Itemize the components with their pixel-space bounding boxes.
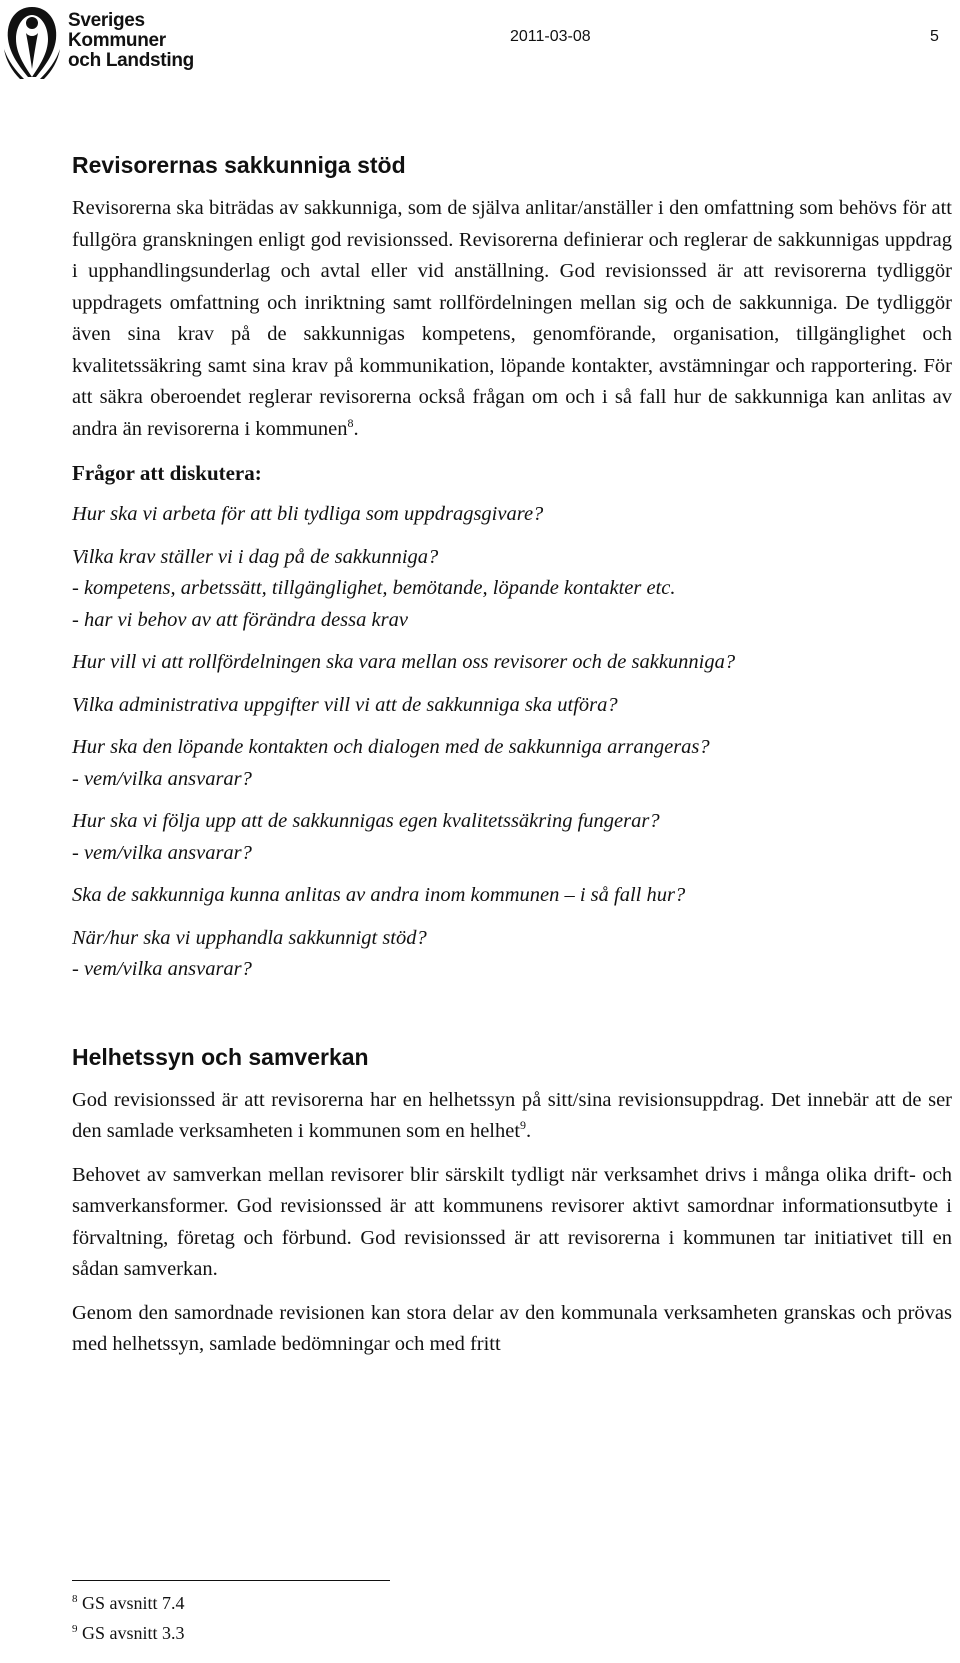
question-group-3 [72,647,952,679]
paragraph-text: Revisorerna ska biträdas av sakkunniga, som de själva anlitar/anställer i den omfattning som behövs för att fullgöra granskningen enligt god revisionssed. Revisorerna definierar och reglerar de sakkunnigas uppdrag i upphandlingsunderlag och avtal eller vid anställning. God revisionssed är att revisorerna tydliggör uppdragets omfattning och inriktning samt rollfördelningen mellan sig och de sakkunniga. De tydliggör även sina krav på de sakkunnigas kompetens, genomförande, organisation, tillgänglighet och kvalitetssäkring samt sina krav på kommunikation, löpande kontakter, avstämningar och rapportering. För att säkra oberoendet reglerar revisorerna också frågan om och i så fall hur de sakkunniga kan anlitas av andra än revisorerna i kommunen [72,197,952,440]
question-1: Hur ska vi arbeta för att bli tydliga som uppdragsgivare? [72,503,544,525]
paragraph-end: . [526,1120,532,1142]
paragraph-helhetssyn-2: Behovet av samverkan mellan revisorer blir särskilt tydligt när verksamhet drivs i många olika drift- och samverkansformer. God revisionssed är att kommunens revisorer aktivt samordnar informationsutbyte i förvaltning, företag och förbund. God revisionssed är att revisorerna i kommunen tar initiativet till en sådan samverkan. [72,1163,952,1280]
header-date: 2011-03-08 [510,28,591,45]
footnote-9 [72,1618,185,1648]
question-6: Hur ska vi följa upp att de sakkunnigas egen kvalitetssäkring fungerar? [72,810,660,832]
question-3: Hur vill vi att rollfördelningen ska vara mellan oss revisorer och de sakkunniga? [72,651,736,673]
footnote-ref-9[interactable]: 9 [520,1118,527,1133]
document-body [72,150,952,1373]
section-title-sakkunniga: Revisorernas sakkunniga stöd [72,152,406,178]
question-group-2 [72,542,952,637]
question-8: När/hur ska vi upphandla sakkunnigt stöd? [72,926,427,949]
paragraph-text: God revisionssed är att revisorerna har en helhetssyn på sitt/sina revisionsuppdrag. Det innebär att de ser den samlade verksamheten i kommunen som en helhet [72,1088,952,1142]
question-7: Ska de sakkunniga kunna anlitas av andra inom kommunen – i så fall hur? [72,884,686,906]
question-4: Vilka administrativa uppgifter vill vi att de sakkunniga ska utföra? [72,693,618,716]
question-6-sub: - vem/vilka ansvarar? [72,841,252,864]
paragraph-helhetssyn-3: Genom den samordnade revisionen kan stora delar av den kommunala verksamheten granskas och prövas med helhetssyn, samlade bedömningar och med fritt [72,1301,952,1355]
question-group-1 [72,499,952,531]
logo-line-2: Kommuner [68,30,166,51]
page-header [0,0,960,90]
section-helhetssyn [72,1042,952,1361]
discussion-heading: Frågor att diskutera: [72,461,262,485]
question-2-sub-1: - kompetens, arbetssätt, tillgänglighet, bemötande, löpande kontakter etc. [72,577,676,599]
footnote-separator [72,1580,390,1581]
footnote-text: GS avsnitt 7.4 [82,1593,185,1613]
paragraph-sakkunniga [72,193,952,445]
question-5-sub: - vem/vilka ansvarar? [72,767,252,790]
question-group-8 [72,923,952,986]
footnote-8 [72,1588,185,1618]
footnote-text: GS avsnitt 3.3 [82,1623,185,1643]
question-group-6 [72,806,952,869]
question-group-7 [72,880,952,912]
question-8-sub: - vem/vilka ansvarar? [72,958,252,980]
section-title-helhetssyn: Helhetssyn och samverkan [72,1043,369,1070]
footnote-number: 9 [72,1623,78,1635]
question-2: Vilka krav ställer vi i dag på de sakkunniga? [72,545,439,568]
logo-line-1: Sveriges [68,10,145,31]
paragraph-helhetssyn-1 [72,1085,952,1148]
question-group-5 [72,732,952,795]
footnote-number: 8 [72,1593,78,1605]
footnote-ref-8[interactable]: 8 [347,415,354,430]
page-number: 5 [930,28,939,45]
question-2-sub-2: - har vi behov av att förändra dessa krav [72,608,408,631]
footnotes [72,1588,185,1648]
question-5: Hur ska den löpande kontakten och dialogen med de sakkunniga arrangeras? [72,736,710,758]
logo-wordmark [68,11,194,71]
paragraph-end: . [353,417,359,440]
logo-line-3: och Landsting [68,50,194,71]
question-group-4 [72,690,952,722]
